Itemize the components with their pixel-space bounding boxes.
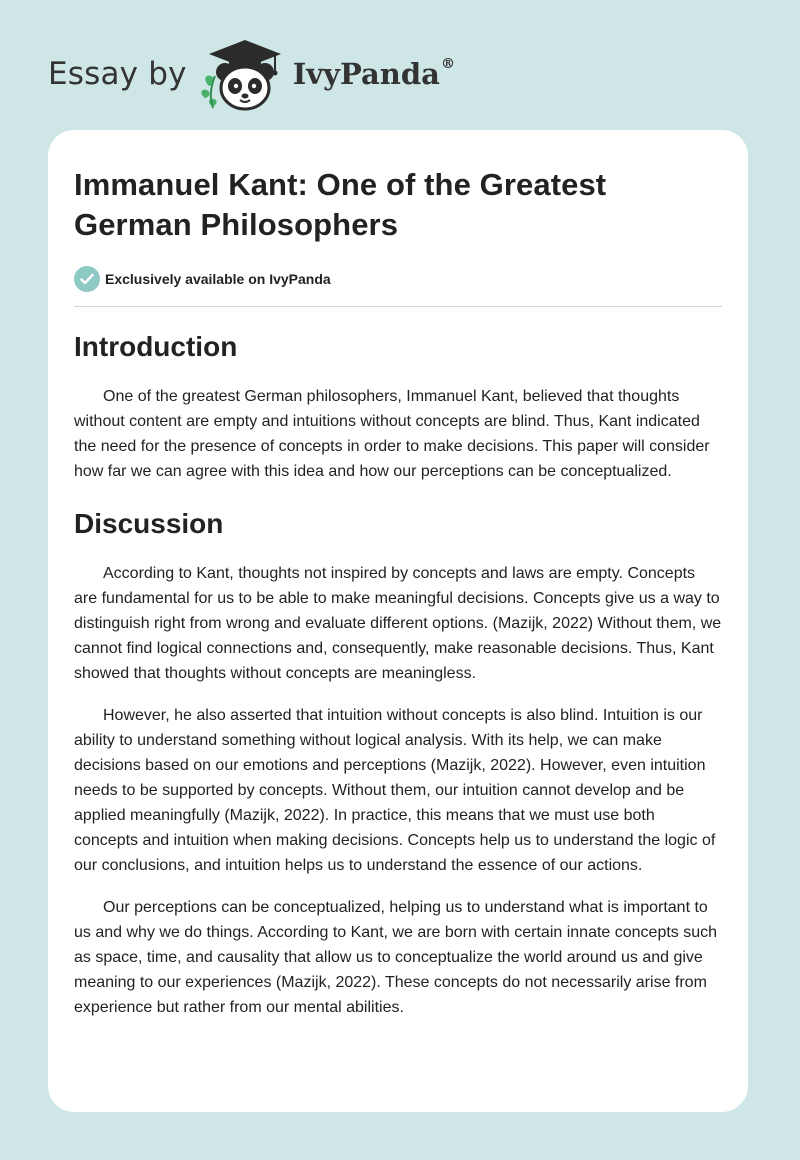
paragraph: One of the greatest German philosophers, Immanuel Kant, believed that thoughts without content are empty and intuitions without concepts are blind. Thus, Kant indicated the need for the presence of concepts in order to make decisions. This paper will consider how far we can agree with this idea and how our perceptions can be conceptualized. [74,388,710,480]
paragraph: Our perceptions can be conceptualized, helping us to understand what is important to us and why we do things. According to Kant, we are born with certain innate concepts such as space, time, and causality that allow us to conceptualize the world around us and give meaning to our experiences (Mazijk, 2022). These concepts do not necessarily arise from experience but rather from our mental abilities. [74,899,718,1016]
exclusive-badge [74,266,722,292]
essay-title [74,165,722,245]
section-heading-introduction: Introduction [74,331,238,362]
site-header [48,34,455,114]
essay-title-line-1: Immanuel Kant: One of the Greatest [74,167,607,202]
checkmark-icon [74,266,100,292]
paragraph: However, he also asserted that intuition without concepts is also blind. Intuition is our ability to understand something without logical analysis. With its help, we can make decisions based on our emotions and perceptions (Mazijk, 2022). However, even intuition needs to be supported by concepts. Without them, our intuition cannot develop and be applied meaningfully (Mazijk, 2022). In practice, this means that we must use both concepts and intuition when making decisions. Concepts help us to understand the logic of our conclusions, and intuition helps us to understand the essence of our actions. [74,707,716,874]
section-heading-discussion: Discussion [74,508,224,539]
brand-name[interactable] [292,55,455,91]
essay-card [48,130,748,1112]
panda-mascot-icon [195,36,291,112]
essay-title-line-2: German Philosophers [74,207,399,242]
exclusive-label: Exclusively available on IvyPanda [105,271,331,287]
title-divider [74,306,722,307]
registered-mark: ® [440,55,455,72]
essay-by-label: Essay by [48,55,187,92]
paragraph: According to Kant, thoughts not inspired by concepts and laws are empty. Concepts are fundamental for us to be able to make meaningful decisions. Concepts give us a way to distinguish right from wrong and evaluate different options. (Mazijk, 2022) Without them, we cannot find logical connections and, consequently, make reasonable decisions. Thus, Kant showed that thoughts without concepts are meaningless. [74,565,722,682]
brand-name-text: IvyPanda [292,56,440,91]
